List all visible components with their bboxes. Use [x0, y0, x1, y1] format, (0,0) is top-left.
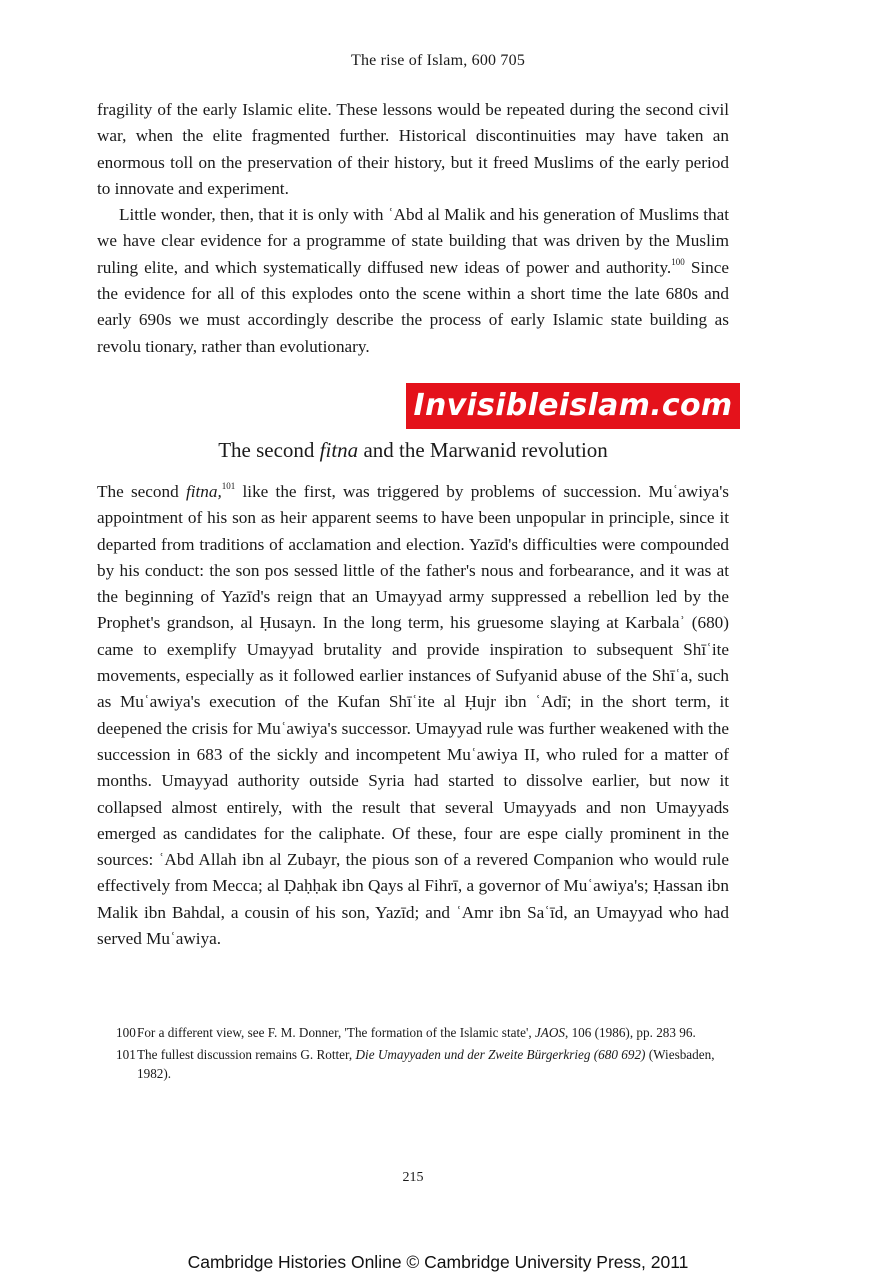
section-heading-part-2: and the Marwanid revolution	[358, 438, 608, 462]
paragraph-1: fragility of the early Islamic elite. These lessons would be repeated during the second civil war, when the elite fragmented further. Historical discontinuities may have taken an enormous toll on the preservation of their history, but it freed Muslims of the early period to innovate and experiment.	[97, 100, 729, 198]
paragraph-3-rest: like the first, was triggered by problems of succession. Muʿawiya's appointment of his son as heir apparent seems to have been unpopular in principle, since it departed from traditions of acclamation and election. Yazīd's difficulties were compounded by his conduct: the son pos sessed little of the father's nous and forbearance, and it was at the beginning of Yazīd's reign that an Umayyad army suppressed a rebellion led by the Prophet's grandson, al Ḥusayn. In the long term, his gruesome slaying at Karbalaʾ (680) came to exemplify Umayyad brutality and provide inspiration to subsequent Shīʿite movements, especially as it followed earlier instances of Sufyanid abuse of the Shīʿa, such as Muʿawiya's execution of the Kufan Shīʿite al Ḥujr ibn ʿAdī; in the short term, it deepened the crisis for Muʿawiya's successor. Umayyad rule was further weakened with the succession in 683 of the sickly and incompetent Muʿawiya II, who ruled for a matter of months. Umayyad authority outside Syria had started to dissolve earlier, but now it collapsed almost entirely, with the result that several Umayyads and non Umayyads emerged as candidates for the caliphate. Of these, four are espe cially prominent in the sources: ʿAbd Allah ibn al Zubayr, the pious son of a revered Companion who would rule effectively from Mecca; al Ḍaḥḥak ibn Qays al Fihrī, a governor of Muʿawiya's; Ḥassan ibn Malik ibn Bahdal, a cousin of his son, Yazīd; and ʿAmr ibn Saʿīd, an Umayyad who had served Muʿawiya.	[97, 482, 729, 949]
paragraph-2-text-rest: Since the evidence for all of this explodes onto the scene within a short time the late 680s and early 690s we must accordingly describe the process of early Islamic state building as revolu tionary, rather than evolutionary.	[97, 257, 729, 356]
footnote-text: For a different view, see F. M. Donner, 'The formation of the Islamic state',	[137, 1025, 535, 1040]
footnote-text-end: , 106 (1986), pp. 283 96.	[564, 1025, 696, 1040]
section-heading	[0, 438, 826, 463]
copyright-footer: Cambridge Histories Online © Cambridge University Press, 2011	[187, 1252, 689, 1272]
footnote-text: The fullest discussion remains G. Rotter,	[137, 1047, 356, 1062]
paragraph-2	[97, 202, 729, 360]
footnote-text-end: (Wiesbaden, 1982).	[137, 1047, 715, 1081]
body-text-section	[97, 479, 729, 952]
section-heading-part-1: The second	[218, 438, 320, 462]
paragraph-3	[97, 479, 729, 952]
body-text-top	[97, 97, 729, 360]
footnote-italic: Die Umayyaden und der Zweite Bürgerkrieg (680 692)	[355, 1047, 646, 1062]
footnote-italic: JAOS	[534, 1025, 565, 1040]
footnotes	[116, 1023, 726, 1086]
footnote-ref-100[interactable]: 100	[671, 257, 685, 268]
footnote-number: 100	[116, 1025, 136, 1040]
section-heading-italic: fitna	[319, 438, 359, 462]
paragraph-2-text: Little wonder, then, that it is only with ʿAbd al Malik and his generation of Muslims that we have clear evidence for a programme of state building that was driven by the Muslim ruling elite, and which systematically diffused new ideas of power and authority.	[97, 205, 729, 277]
footnote-ref-101[interactable]: 101	[221, 481, 236, 492]
footnote-number: 101	[116, 1047, 136, 1062]
watermark-banner: Invisibleislam.com	[406, 383, 740, 429]
paragraph-3-start: The second	[97, 482, 186, 501]
footnote-100	[116, 1023, 726, 1042]
running-head: The rise of Islam, 600 705	[350, 52, 526, 69]
page-number: 215	[402, 1170, 424, 1185]
footnote-101	[116, 1045, 726, 1083]
paragraph-3-italic: fitna,	[185, 482, 222, 501]
